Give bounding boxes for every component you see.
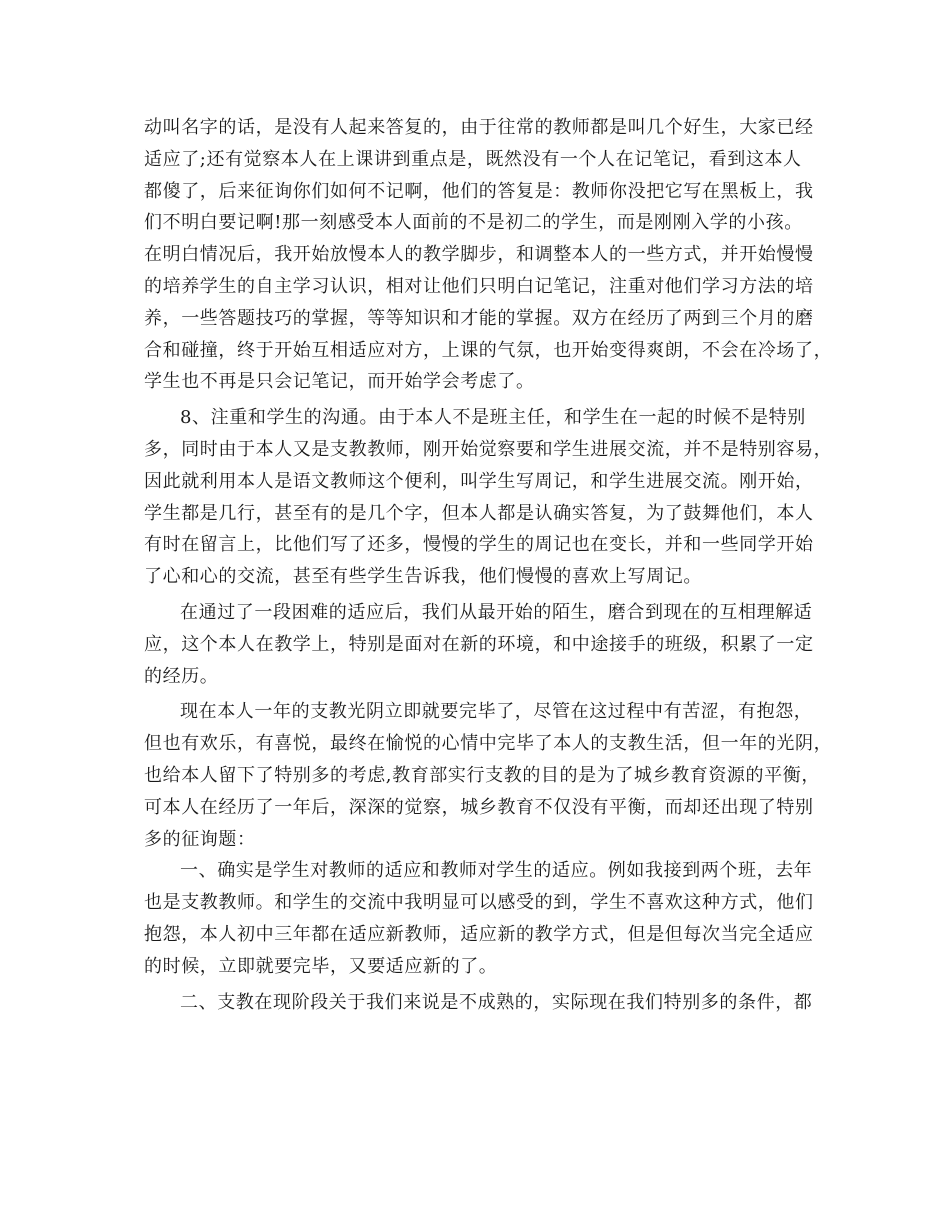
text-line: 也给本人留下了特别多的考虑,教育部实行支教的目的是为了城乡教育资源的平衡， [144,764,820,786]
text-line: 在通过了一段困难的适应后，我们从最开始的陌生，磨合到现在的互相理解适 [180,601,813,623]
text-line: 一、确实是学生对教师的适应和教师对学生的适应。例如我接到两个班，去年 [180,860,813,882]
text-line: 抱怨，本人初中三年都在适应新教师，适应新的教学方式，但是但每次当完全适应 [144,923,814,945]
text-line: 多的征询题： [144,828,256,850]
text-line: 的培养学生的自主学习认识，相对让他们只明白记笔记，注重对他们学习方法的培 [144,275,814,297]
text-line: 合和碰撞，终于开始互相适应对方，上课的气氛，也开始变得爽朗，不会在冷场了， [144,339,833,361]
text-line: 现在本人一年的支教光阴立即就要完毕了，尽管在这过程中有苦涩，有抱怨， [180,701,813,723]
text-line: 的经历。 [144,665,219,687]
text-line: 有时在留言上，比他们写了还多，慢慢的学生的周记也在变长，并和一些同学开始 [144,534,814,556]
text-line: 多，同时由于本人又是支教教师，刚开始觉察要和学生进展交流，并不是特别容易， [144,438,833,460]
text-line: 学生都是几行，甚至有的是几个字，但本人都是认确实答复，为了鼓舞他们，本人 [144,502,814,524]
text-line: 可本人在经历了一年后，深深的觉察，城乡教育不仅没有平衡，而却还出现了特别 [144,796,814,818]
text-line: 养，一些答题技巧的掌握，等等知识和才能的掌握。双方在经历了两到三个月的磨 [144,307,814,329]
text-line: 因此就利用本人是语文教师这个便利，叫学生写周记，和学生进展交流。刚开始， [144,470,814,492]
text-line: 都傻了，后来征询你们如何不记啊，他们的答复是：教师你没把它写在黑板上，我 [144,180,814,202]
text-line: 8、注重和学生的沟通。由于本人不是班主任，和学生在一起的时候不是特别 [180,407,806,429]
text-line: 但也有欢乐，有喜悦，最终在愉悦的心情中完毕了本人的支教生活，但一年的光阴， [144,733,833,755]
text-line: 适应了;还有觉察本人在上课讲到重点是，既然没有一个人在记笔记，看到这本人 [144,148,802,170]
text-line: 了心和心的交流，甚至有些学生告诉我，他们慢慢的喜欢上写周记。 [144,566,702,588]
text-line: 的时候，立即就要完毕，又要适应新的了。 [144,955,498,977]
text-line: 们不明白要记啊!那一刻感受本人面前的不是初二的学生，而是刚刚入学的小孩。 [144,212,803,234]
text-line: 学生也不再是只会记笔记，而开始学会考虑了。 [144,371,535,393]
text-line: 应，这个本人在教学上，特别是面对在新的环境，和中途接手的班级，积累了一定 [144,633,814,655]
text-line: 动叫名字的话，是没有人起来答复的，由于往常的教师都是叫几个好生，大家已经 [144,117,814,138]
text-line: 在明白情况后，我开始放慢本人的教学脚步，和调整本人的一些方式，并开始慢慢 [144,244,814,266]
text-line: 也是支教教师。和学生的交流中我明显可以感受的到，学生不喜欢这种方式，他们 [144,892,814,914]
text-line: 二、支教在现阶段关于我们来说是不成熟的，实际现在我们特别多的条件，都 [180,991,813,1013]
document-body [144,112,833,1018]
